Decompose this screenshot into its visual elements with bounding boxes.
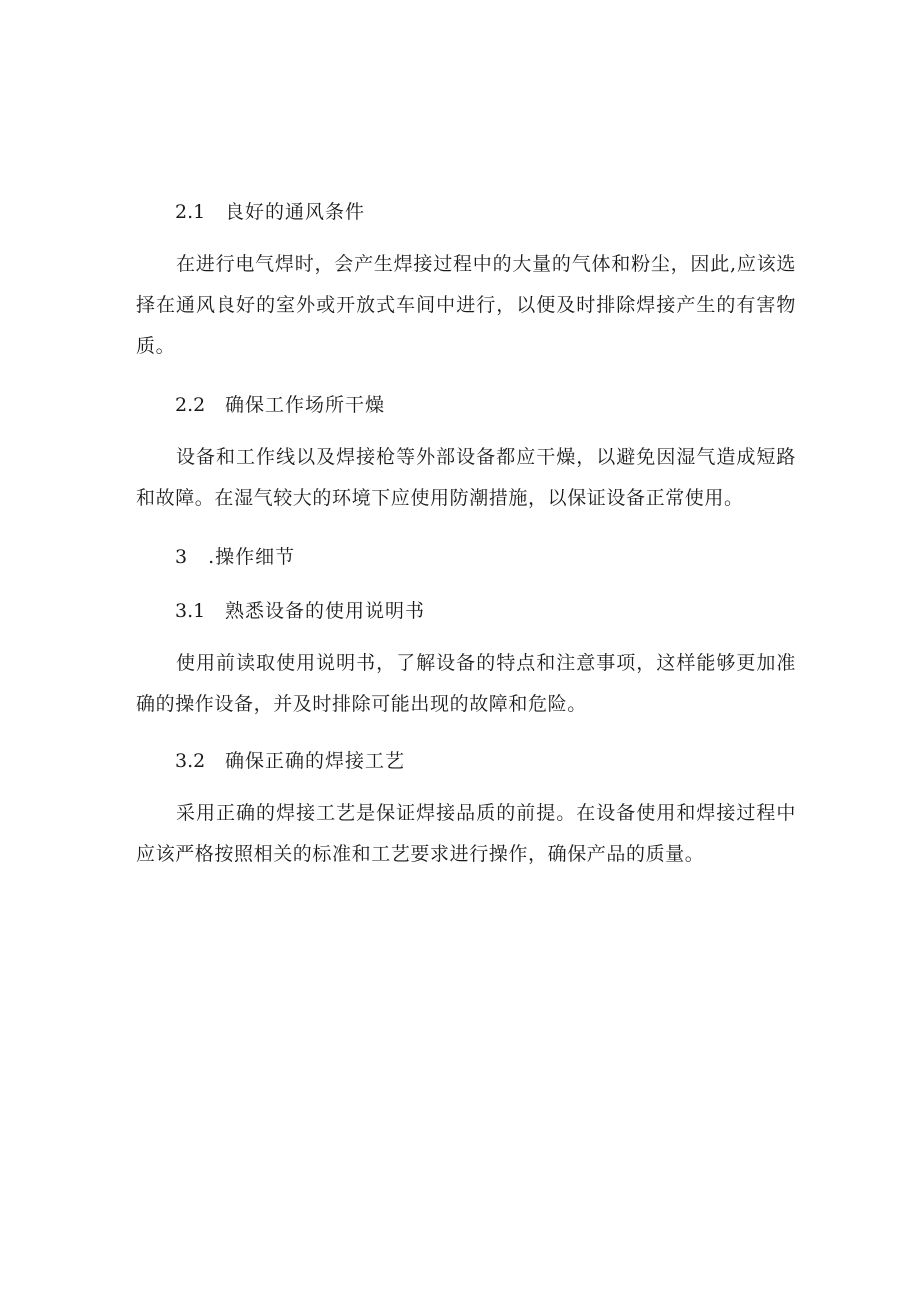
section-number: 3.1 (175, 600, 206, 622)
section-2-2-heading (175, 393, 385, 417)
section-3-2-heading (175, 749, 405, 773)
section-number: 2.2 (175, 394, 206, 416)
section-number: 3.2 (175, 750, 206, 772)
section-3-1-paragraph: 使用前读取使用说明书，了解设备的特点和注意事项，这样能够更加准确的操作设备，并及时排除可能出现的故障和危险。 (136, 652, 796, 715)
section-3-1-heading (175, 599, 425, 623)
section-3-2-paragraph: 采用正确的焊接工艺是保证焊接品质的前提。在设备使用和焊接过程中应该严格按照相关的标准和工艺要求进行操作，确保产品的质量。 (136, 802, 796, 865)
section-title: 良好的通风条件 (225, 201, 366, 223)
section-2-2-paragraph: 设备和工作线以及焊接枪等外部设备都应干燥，以避免因湿气造成短路和故障。在湿气较大的环境下应使用防潮措施，以保证设备正常使用。 (136, 446, 796, 509)
section-title: 熟悉设备的使用说明书 (225, 600, 426, 622)
section-number: 2.1 (175, 201, 206, 223)
section-title: 确保正确的焊接工艺 (225, 750, 406, 772)
section-2-1-paragraph: 在进行电气焊时，会产生焊接过程中的大量的气体和粉尘，因此,应该选择在通风良好的室外或开放式车间中进行，以便及时排除焊接产生的有害物质。 (136, 253, 796, 357)
section-3-heading: 3 .操作细节 (175, 546, 296, 568)
section-2-1-heading (175, 200, 365, 224)
section-title: 确保工作场所干燥 (225, 394, 386, 416)
